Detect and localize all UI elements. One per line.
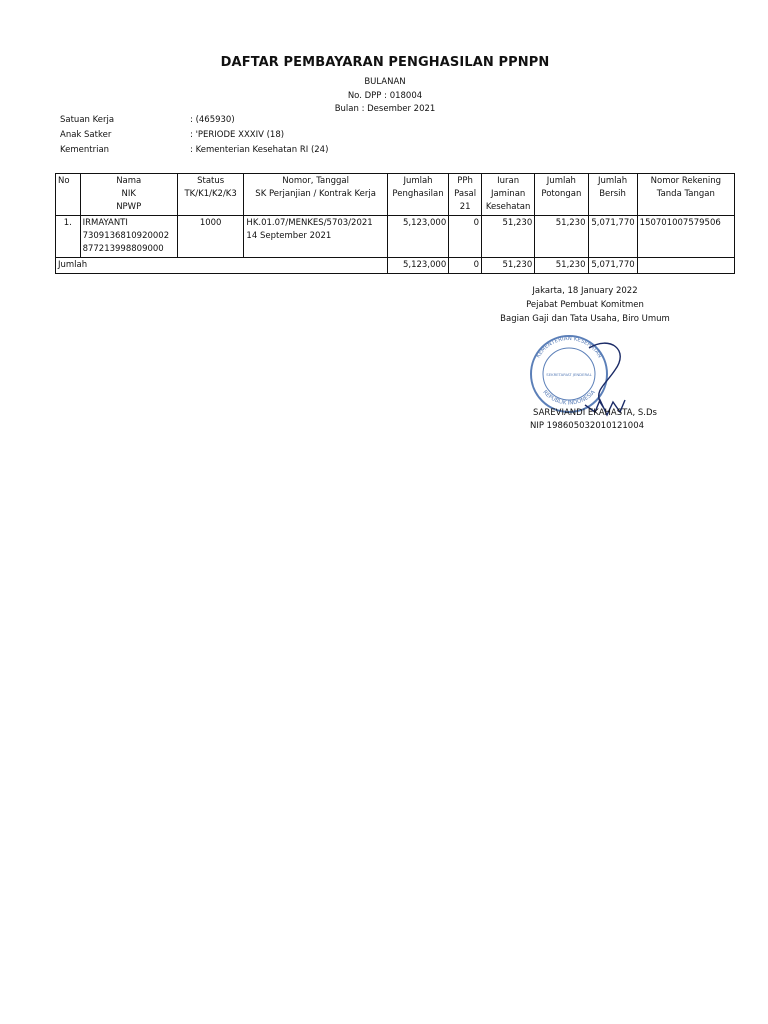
- signature-unit: Bagian Gaji dan Tata Usaha, Biro Umum: [500, 314, 670, 324]
- row-sk-date: 14 September 2021: [246, 231, 332, 241]
- total-potongan: 51,230: [535, 258, 588, 274]
- total-rekening-empty: [637, 258, 734, 274]
- meta-value: : (465930): [190, 115, 235, 125]
- table-header-row: [56, 174, 735, 216]
- total-iuran: 51,230: [482, 258, 535, 274]
- total-penghasilan: 5,123,000: [387, 258, 448, 274]
- total-bersih: 5,071,770: [588, 258, 637, 274]
- table-total-row: [56, 258, 735, 274]
- header-status: Status TK/K1/K2/K3: [177, 174, 244, 216]
- period-month: Bulan : Desember 2021: [334, 104, 436, 114]
- row-pph: 0: [449, 216, 482, 258]
- row-no: 1.: [56, 216, 81, 258]
- stamp-text-bottom: REPUBLIK INDONESIA: [541, 389, 597, 407]
- meta-label: Satuan Kerja: [60, 115, 115, 125]
- table-row: [56, 216, 735, 258]
- row-rekening: 150701007579506: [637, 216, 734, 258]
- row-penghasilan: 5,123,000: [387, 216, 448, 258]
- meta-value: : 'PERIODE XXXIV (18): [190, 130, 285, 140]
- header-pph: PPh Pasal 21: [449, 174, 482, 216]
- payment-table: [55, 173, 735, 274]
- document-title: DAFTAR PEMBAYARAN PENGHASILAN PPNPN: [220, 55, 550, 70]
- row-bersih: 5,071,770: [588, 216, 637, 258]
- row-sk-number: HK.01.07/MENKES/5703/2021: [246, 218, 373, 228]
- meta-label: Anak Satker: [60, 130, 112, 140]
- row-npwp: 877213998809000: [82, 244, 164, 254]
- official-stamp-icon: [525, 330, 635, 420]
- header-potongan: Jumlah Potongan: [535, 174, 588, 216]
- header-no: No: [56, 174, 81, 216]
- row-status: 1000: [177, 216, 244, 258]
- header-penghasilan: Jumlah Penghasilan: [387, 174, 448, 216]
- meta-value: : Kementerian Kesehatan RI (24): [190, 145, 329, 155]
- header-sk: Nomor, Tanggal SK Perjanjian / Kontrak Kerja: [244, 174, 387, 216]
- dpp-number: No. DPP : 018004: [347, 91, 423, 101]
- meta-label: Kementrian: [60, 145, 110, 155]
- total-label: Jumlah: [56, 258, 388, 274]
- signature-nip: NIP 198605032010121004: [529, 421, 645, 431]
- header-iuran: Iuran Jaminan Kesehatan: [482, 174, 535, 216]
- row-nik: 7309136810920002: [82, 231, 170, 241]
- signature-place-date: Jakarta, 18 January 2022: [532, 286, 638, 296]
- stamp-text-top: KEMENTERIAN KESEHATAN: [535, 335, 603, 360]
- header-bersih: Jumlah Bersih: [588, 174, 637, 216]
- row-nama: [80, 216, 177, 258]
- row-potongan: 51,230: [535, 216, 588, 258]
- signature-role: Pejabat Pembuat Komitmen: [526, 300, 644, 310]
- row-sk: [244, 216, 387, 258]
- stamp-text-center: SEKRETARIAT JENDERAL: [546, 372, 592, 377]
- row-iuran: 51,230: [482, 216, 535, 258]
- period-type: BULANAN: [364, 77, 406, 87]
- total-pph: 0: [449, 258, 482, 274]
- signature-name: SAREVIANDI EKAHASTA, S.Ds: [533, 408, 657, 418]
- header-nama: Nama NIK NPWP: [80, 174, 177, 216]
- row-nama-name: IRMAYANTI: [82, 218, 128, 228]
- header-rekening: Nomor Rekening Tanda Tangan: [637, 174, 734, 216]
